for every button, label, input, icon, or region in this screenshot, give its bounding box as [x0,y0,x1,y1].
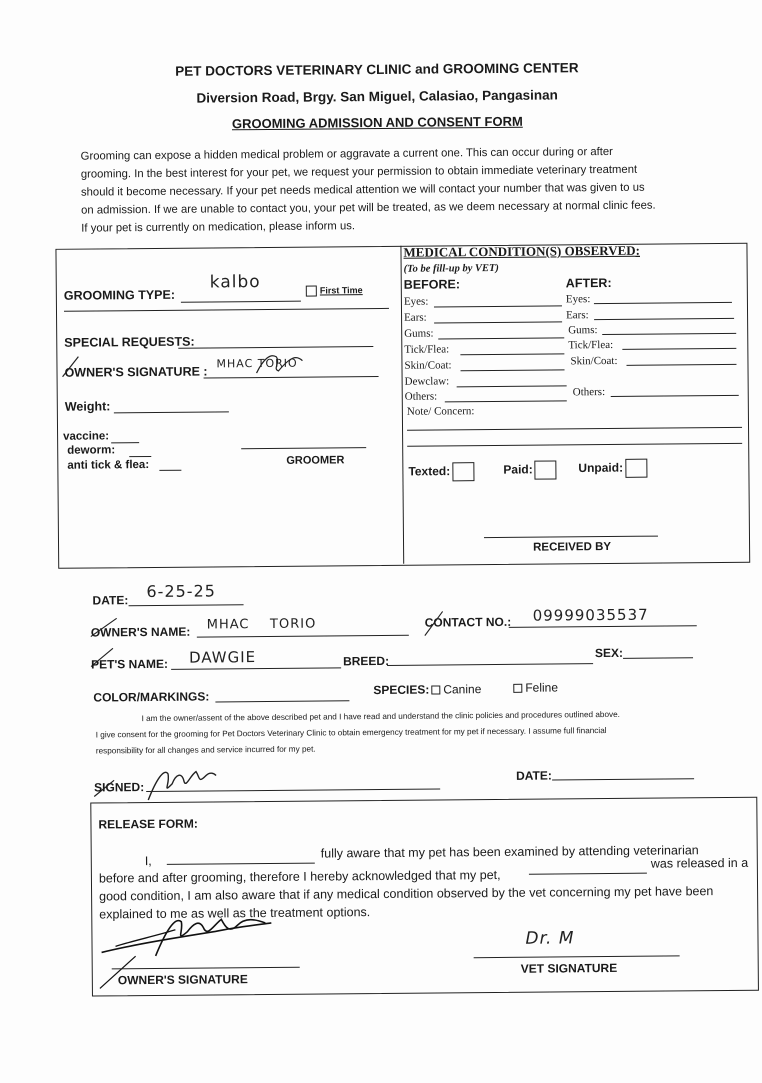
before-tick: Tick/Flea: [404,343,450,356]
before-ears: Ears: [404,311,427,324]
intro-line: Grooming can expose a hidden medical problem or aggravate a current one. This can occur during or after [80,145,613,163]
pet-name-line[interactable] [171,667,341,669]
vet-signature-label: VET SIGNATURE [520,960,618,976]
release-line1: fully aware that my pet has been examined by attending veterinarian [320,843,699,861]
unpaid-checkbox[interactable] [625,459,647,478]
release-line4: explained to me as well as the treatment options. [99,905,371,922]
date-line[interactable] [129,604,244,606]
after-eyes: Eyes: [565,293,591,306]
paid-label: Paid: [503,462,533,477]
owner-signature-scribble [90,759,230,804]
intro-line: grooming. In the best interest for your pet, we request your permission to obtain immediate veterinary treatment [80,163,638,181]
owner-signature-value: MHAC TORIO [216,356,298,371]
pet-name-value[interactable]: DAWGIE [188,648,257,667]
note-label: Note/ Concern: [406,405,475,418]
first-time-option[interactable] [306,285,363,297]
after-tick: Tick/Flea: [568,338,614,352]
intro-line: should it become necessary. If your pet needs medical attention we will contact your number that was given to us [80,181,645,199]
before-others: Others: [404,390,438,403]
after-ears: Ears: [565,309,589,322]
date-label: DATE: [92,593,129,608]
release-line3: good condition, I am also aware that if any medical condition observed by the vet concerning my pet have been [99,884,714,904]
color-line[interactable] [215,700,349,702]
canine-label: Canine [443,682,482,697]
before-skin: Skin/Coat: [404,359,452,372]
release-owner-label: OWNER'S SIGNATURE [117,972,248,988]
release-line2a: before and after grooming, therefore I hereby acknowledged that my pet, [98,867,501,886]
release-title: RELEASE FORM: [98,816,198,832]
special-requests-label: SPECIAL REQUESTS: [64,334,195,350]
before-dewclaw: Dewclaw: [404,375,450,388]
release-line2b: was released in a [650,855,749,871]
clinic-name: PET DOCTORS VETERINARY CLINIC and GROOMING CENTER [175,60,579,79]
before-eyes: Eyes: [403,295,429,308]
feline-checkbox[interactable] [513,684,522,693]
sex-label: SEX: [594,645,624,661]
breed-label: BREED: [342,653,390,669]
texted-checkbox[interactable] [452,462,474,481]
received-by-label: RECEIVED BY [533,540,612,554]
signed-date-label: DATE: [516,768,552,783]
feline-label: Feline [525,680,559,695]
groomer-label: GROOMER [286,454,345,467]
before-label: BEFORE: [403,277,461,292]
after-others: Others: [572,386,606,399]
after-label: AFTER: [565,275,612,291]
signed-date-line[interactable] [552,778,694,780]
owner-name-label: OWNER'S NAME: [90,624,191,640]
owner-name-value[interactable]: MHAC TORIO [206,616,317,633]
unpaid-option[interactable] [578,459,647,479]
clinic-address: Diversion Road, Brgy. San Miguel, Calasiao, Pangasinan [196,87,558,106]
form-title: GROOMING ADMISSION AND CONSENT FORM [231,113,523,132]
signed-label: SIGNED: [94,780,145,795]
weight-label: Weight: [64,399,111,414]
intro-line: If your pet is currently on medication, please inform us. [81,220,356,235]
medical-title: MEDICAL CONDITION(S) OBSERVED: [403,242,641,260]
intro-paragraph [81,143,656,238]
feline-option[interactable] [513,680,558,694]
canine-option[interactable] [431,682,481,696]
contact-value[interactable]: 09999035537 [532,605,649,625]
intro-line: on admission. If we are unable to contact you, your pet will be treated, as we deem necessary at normal clinic fees. [81,199,656,217]
color-label: COLOR/MARKINGS: [93,689,210,705]
grooming-type-label: GROOMING TYPE: [63,287,176,303]
consent-line-3: responsibility for all changes and service incurred for my pet. [95,744,316,756]
vet-signature-value: Dr. M [525,928,575,949]
consent-line-2: I give consent for the grooming for Pet Doctors Veterinary Clinic to obtain emergency treatment for my pet if necessary. I assume full financial [95,726,607,740]
sex-line[interactable] [623,657,693,659]
strike-marks [58,350,378,383]
before-gums: Gums: [404,327,434,340]
deworm-label: deworm: [67,444,116,457]
anti-tick-label: anti tick & flea: [67,459,150,472]
medical-subtitle: (To be fill-up by VET) [403,262,499,275]
canine-checkbox[interactable] [431,686,440,695]
after-skin: Skin/Coat: [570,354,618,368]
owner-signature-label: OWNER'S SIGNATURE : [64,364,208,380]
pet-name-label: PET'S NAME: [91,656,168,672]
first-time-checkbox[interactable] [306,286,317,297]
anti-tick-line[interactable] [159,470,181,471]
first-time-label: First Time [319,285,363,296]
paid-option[interactable] [503,460,557,479]
grooming-type-value[interactable]: kalbo [209,272,261,293]
species-label: SPECIES: [373,682,430,698]
after-gums: Gums: [568,324,598,337]
paid-checkbox[interactable] [535,460,557,479]
consent-line-1: I am the owner/assent of the above described pet and I have read and understand the clinic policies and procedures outlined above. [141,709,620,724]
texted-option[interactable] [408,462,474,482]
vaccine-label: vaccine: [63,430,110,443]
unpaid-label: Unpaid: [578,460,624,475]
texted-label: Texted: [408,464,451,479]
date-value[interactable]: 6-25-25 [146,581,216,602]
contact-line[interactable] [509,625,697,628]
release-i: I, [144,854,152,869]
contact-label: CONTACT NO.: [424,614,512,630]
deworm-line[interactable] [129,456,151,457]
